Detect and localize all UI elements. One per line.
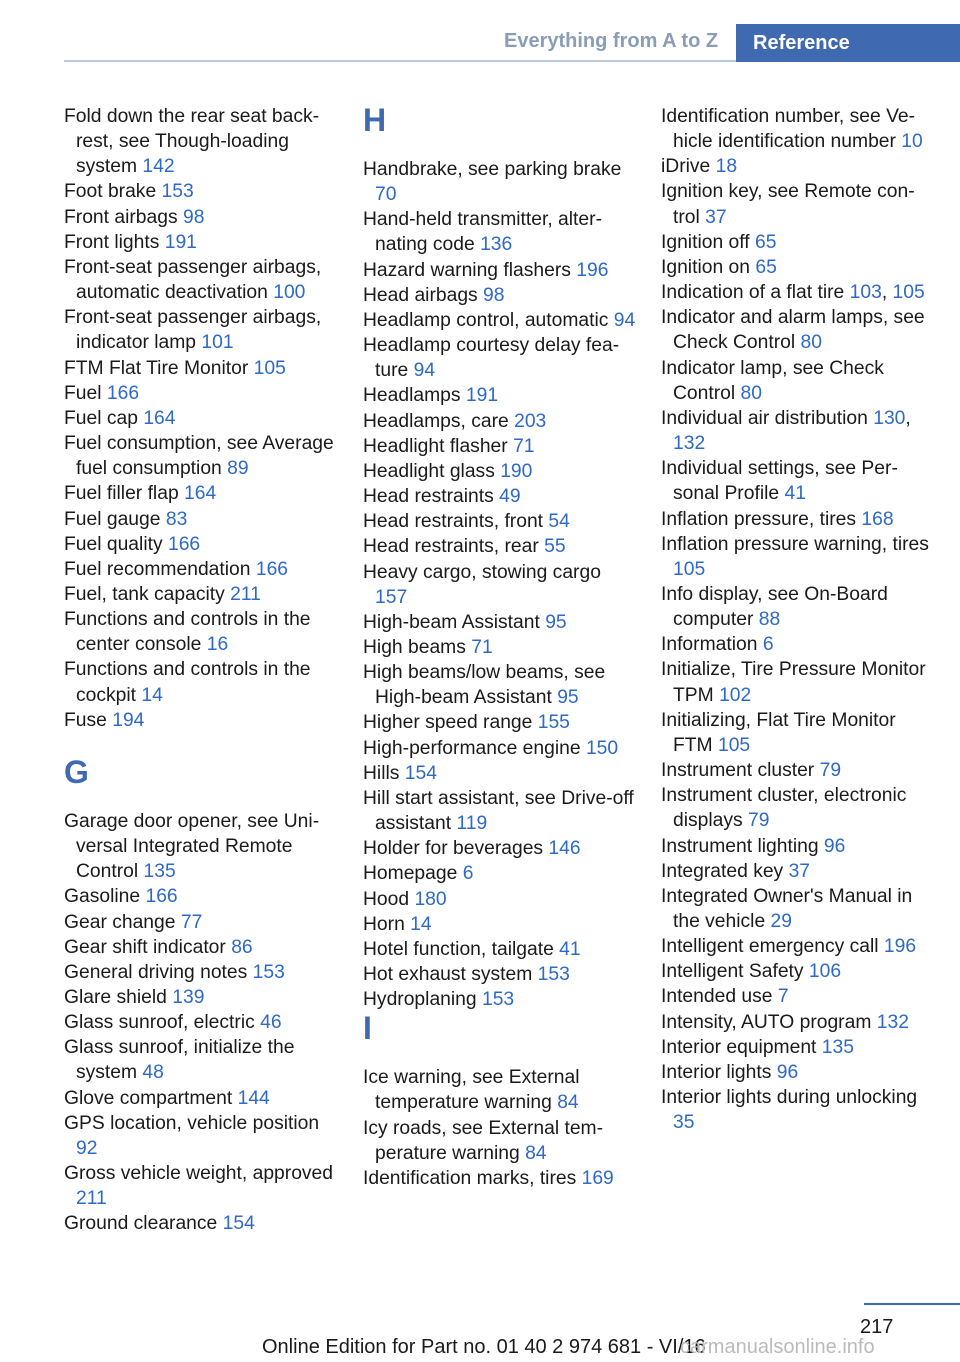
index-entry-term: Identification number, see Vehicle identification number xyxy=(661,106,916,153)
index-entry xyxy=(661,456,933,506)
index-letter-g: G xyxy=(64,753,89,790)
index-entry xyxy=(64,179,338,204)
index-letter-i: I xyxy=(363,1010,372,1047)
page-link[interactable]: 203 xyxy=(514,410,547,432)
index-entry xyxy=(661,1085,933,1135)
page-link[interactable]: 80 xyxy=(740,382,762,404)
index-entry xyxy=(661,255,933,280)
page-link[interactable]: 153 xyxy=(481,989,515,1011)
index-entry xyxy=(363,333,637,383)
index-entry xyxy=(661,305,933,355)
index-entry xyxy=(64,532,338,557)
index-entry xyxy=(661,104,933,154)
index-entry-term: Intensity, AUTO program xyxy=(661,1011,877,1033)
index-entry-term: High beams/low beams, see High-beam Assistant xyxy=(363,662,606,709)
index-entry xyxy=(64,582,338,607)
index-entry-term: Horn xyxy=(363,913,411,935)
page-link[interactable]: 7 xyxy=(777,986,789,1008)
page-link[interactable]: 166 xyxy=(106,382,140,404)
page-link[interactable]: 79 xyxy=(748,810,770,832)
page-link[interactable]: 191 xyxy=(465,385,499,407)
index-entry-term: Glass sunroof, initialize the system xyxy=(64,1037,295,1084)
index-entry-term: Garage door opener, see Universal Integrated Remote Control xyxy=(64,810,320,883)
index-entry xyxy=(64,381,338,406)
page-link[interactable]: 119 xyxy=(456,813,488,835)
index-entry xyxy=(363,434,637,459)
index-entry-term: Indicator and alarm lamps, see Check Control xyxy=(661,307,925,354)
index-entry xyxy=(64,1111,338,1161)
page-link[interactable]: 166 xyxy=(167,533,201,555)
index-entry-term: Hazard warning flashers xyxy=(363,259,577,281)
index-entry-term: Integrated key xyxy=(661,860,789,882)
index-entry-term: Head restraints, rear xyxy=(363,536,545,558)
page-link[interactable]: 135 xyxy=(821,1036,854,1058)
index-entry xyxy=(661,230,933,255)
index-entry-term: Indicator lamp, see Check Control xyxy=(661,357,884,404)
index-entry-term: Headlight glass xyxy=(363,460,501,482)
page-link[interactable]: 37 xyxy=(705,206,727,228)
page-link[interactable]: 153 xyxy=(537,964,570,985)
index-entry-term: Fuel gauge xyxy=(64,508,166,530)
index-entry-term: Individual air distribution xyxy=(661,407,874,429)
index-entry-term: Individual settings, see Personal Profile xyxy=(661,458,898,505)
index-entry-term: Instrument lighting xyxy=(661,835,824,857)
page-link[interactable]: 153 xyxy=(161,181,194,203)
index-entry xyxy=(661,959,933,984)
index-entry-term: Glove compartment xyxy=(64,1087,238,1109)
index-entry xyxy=(661,934,933,959)
index-entry-term: Ignition on xyxy=(661,256,756,278)
index-entry xyxy=(661,884,933,934)
page-number: 217 xyxy=(860,1316,894,1338)
index-entry-term: Identification marks, tires xyxy=(363,1167,582,1189)
section-title: Everything from A to Z xyxy=(504,30,719,52)
index-entry xyxy=(661,179,933,229)
index-entry-term: Information xyxy=(661,634,763,656)
index-entry-term: Head airbags xyxy=(363,284,484,306)
page-link[interactable]: 96 xyxy=(776,1061,799,1083)
index-entry-term: Glare shield xyxy=(64,987,173,1008)
index-entry-term: General driving notes xyxy=(64,961,253,983)
index-entry xyxy=(363,861,637,886)
index-entry xyxy=(363,409,637,434)
page-link[interactable]: 48 xyxy=(142,1062,164,1084)
index-entry-term: Fuse xyxy=(64,709,113,731)
index-entry-term: Handbrake, see parking brake xyxy=(363,159,622,180)
page-link[interactable]: 95 xyxy=(557,687,579,709)
index-entry-term: Indication of a flat tire xyxy=(661,282,850,304)
index-entry xyxy=(661,657,933,707)
index-entry xyxy=(64,935,338,960)
page-link[interactable]: 14 xyxy=(410,913,432,935)
index-entry xyxy=(363,509,637,534)
index-entry xyxy=(363,937,637,962)
index-entry-term: Ignition off xyxy=(661,231,755,253)
index-entry xyxy=(661,1060,933,1085)
index-entry xyxy=(363,786,637,836)
index-entry-term: High-performance engine xyxy=(363,737,586,759)
index-entry-term: Interior equipment xyxy=(661,1036,822,1058)
page-link[interactable]: 35 xyxy=(673,1112,695,1134)
index-entry xyxy=(64,1010,338,1035)
index-entry xyxy=(64,481,338,506)
index-entry xyxy=(64,1086,338,1111)
page-link[interactable]: 89 xyxy=(227,458,249,480)
page-link[interactable]: 84 xyxy=(525,1142,547,1164)
index-entry: Indication of a flat tire 103, 105 xyxy=(661,282,925,304)
index-entry-term: Gasoline xyxy=(64,886,146,908)
page-link[interactable]: 180 xyxy=(414,888,447,910)
page-link[interactable]: 88 xyxy=(758,609,781,631)
page-header xyxy=(0,0,960,64)
index-entry xyxy=(363,987,637,1012)
page-link[interactable]: 211 xyxy=(230,583,261,605)
index-entry-term: Fuel xyxy=(64,382,107,404)
index-entry xyxy=(363,660,637,710)
page-link[interactable]: 144 xyxy=(237,1087,270,1109)
index-entry-term: Gear change xyxy=(64,911,181,933)
page-link[interactable]: 16 xyxy=(206,634,229,656)
page-link[interactable]: 106 xyxy=(808,961,842,983)
index-entry xyxy=(661,758,933,783)
page-link[interactable]: 94 xyxy=(613,309,636,331)
page-link[interactable]: 29 xyxy=(770,911,792,932)
index-entry-term: Ice warning, see External temperature warning xyxy=(363,1067,580,1114)
index-entry xyxy=(661,1010,933,1035)
page-link[interactable]: 164 xyxy=(143,407,176,429)
page-link[interactable]: 10 xyxy=(901,131,923,153)
page-link[interactable]: 105 xyxy=(673,558,706,580)
index-entry xyxy=(64,985,338,1010)
index-entry xyxy=(661,1035,933,1060)
index-entry-term: Hand-held transmitter, alternating code xyxy=(363,209,602,256)
index-entry xyxy=(661,356,933,406)
index-entry xyxy=(363,1065,637,1115)
index-entry xyxy=(363,383,637,408)
index-entry-term: Foot brake xyxy=(64,181,162,203)
index-entry xyxy=(363,710,637,735)
index-entry-term: Head restraints, front xyxy=(363,511,549,533)
index-entry-term: Fuel consumption, see Average fuel consumption xyxy=(64,433,334,480)
page-link[interactable]: 86 xyxy=(231,936,253,958)
index-entry-term: Fuel cap xyxy=(64,407,144,429)
index-entry xyxy=(64,657,338,707)
page-link[interactable]: 150 xyxy=(585,737,619,759)
index-entry xyxy=(64,104,338,179)
index-entry xyxy=(363,283,637,308)
index-entry-term: Initializing, Flat Tire Monitor FTM xyxy=(661,709,896,756)
page-link[interactable]: 196 xyxy=(883,936,917,958)
index-entry-term: Ignition key, see Remote control xyxy=(661,181,915,228)
index-entry xyxy=(64,406,338,431)
page-link[interactable]: 169 xyxy=(581,1167,614,1189)
page-link[interactable]: 98 xyxy=(483,284,505,306)
page-link[interactable]: 70 xyxy=(375,184,397,206)
index-entry xyxy=(64,1035,338,1085)
index-entry xyxy=(64,431,338,481)
page-link[interactable]: 65 xyxy=(754,231,777,253)
index-entry xyxy=(363,534,637,559)
edition-note: Online Edition for Part no. 01 40 2 974 681 - VI/16 xyxy=(262,1336,706,1358)
index-entry-term: Front-seat passenger airbags, indicator lamp xyxy=(64,307,322,354)
index-entry xyxy=(64,1211,338,1236)
page-link[interactable]: 105 xyxy=(717,734,751,756)
index-entry xyxy=(661,507,933,532)
page-link[interactable]: 100 xyxy=(273,282,306,304)
index-entry xyxy=(363,258,637,283)
index-entry xyxy=(661,783,933,833)
page-link[interactable]: 6 xyxy=(462,863,474,885)
page-link[interactable]: 139 xyxy=(172,987,205,1008)
index-entry-term: Intended use xyxy=(661,986,778,1008)
page-link[interactable]: 95 xyxy=(545,611,567,633)
index-entry xyxy=(661,532,933,582)
index-entry xyxy=(64,230,338,255)
page-link[interactable]: 94 xyxy=(413,360,436,382)
index-entry xyxy=(363,1116,637,1166)
page-link[interactable]: 132 xyxy=(673,433,706,455)
index-entry-term: Front lights xyxy=(64,231,165,253)
page-link[interactable]: 46 xyxy=(260,1012,282,1034)
index-entry xyxy=(363,761,637,786)
page-link[interactable]: 142 xyxy=(142,156,175,178)
page-link[interactable]: 135 xyxy=(143,861,176,883)
index-entry-term: High-beam Assistant xyxy=(363,611,546,633)
page-link[interactable]: 191 xyxy=(164,231,197,253)
index-entry-term: Icy roads, see External temperature warning xyxy=(363,1117,604,1164)
page-link[interactable]: 190 xyxy=(500,460,533,482)
index-entry-term: Functions and controls in the cockpit xyxy=(64,659,311,706)
index-entry xyxy=(64,960,338,985)
index-entry-term: Inflation pressure warning, tires xyxy=(661,533,929,555)
page-link[interactable]: 84 xyxy=(557,1092,579,1114)
index-entry xyxy=(363,887,637,912)
page-link[interactable]: 130 xyxy=(873,407,906,429)
index-entry-term: Initialize, Tire Pressure Monitor TPM xyxy=(661,659,926,706)
index-entry-term: Ground clearance xyxy=(64,1213,223,1235)
index-entry xyxy=(363,484,637,509)
index-entry-term: Fuel filler flap xyxy=(64,483,185,505)
index-entry-term: Heavy cargo, stowing cargo xyxy=(363,561,601,583)
index-entry xyxy=(363,459,637,484)
index-entry xyxy=(64,607,338,657)
index-entry xyxy=(363,836,637,861)
index-entry-term: Info display, see On-Board computer xyxy=(661,583,888,631)
index-entry xyxy=(64,356,338,381)
page-link[interactable]: 136 xyxy=(480,234,513,256)
index-entry xyxy=(661,154,933,179)
index-entry xyxy=(661,582,933,632)
index-entry-term: Interior lights during unlocking xyxy=(661,1087,918,1109)
index-entry xyxy=(64,910,338,935)
page-link[interactable]: 14 xyxy=(141,684,163,706)
index-entry xyxy=(363,912,637,937)
index-entry: Individual air distribution 130, 132 xyxy=(661,407,911,455)
page-link[interactable]: 105 xyxy=(892,282,925,304)
page-link[interactable]: 146 xyxy=(548,838,581,860)
page-link[interactable]: 54 xyxy=(548,511,570,533)
page-link[interactable]: 71 xyxy=(471,636,493,658)
index-entry-term: Holder for beverages xyxy=(363,838,549,860)
index-entry-term: Integrated Owner's Manual in the vehicle xyxy=(661,885,913,932)
page-link[interactable]: 105 xyxy=(253,357,286,379)
page-link[interactable]: 166 xyxy=(145,886,178,908)
index-entry xyxy=(64,255,338,305)
index-entry-term: Front-seat passenger airbags, automatic deactivation xyxy=(64,256,322,304)
chapter-tab: Reference xyxy=(736,24,960,62)
index-entry-term: FTM Flat Tire Monitor xyxy=(64,357,254,379)
index-entry-term: Homepage xyxy=(363,863,463,885)
page-link[interactable]: 153 xyxy=(252,961,285,983)
page-link[interactable]: 18 xyxy=(715,156,738,178)
page-link[interactable]: 55 xyxy=(544,536,566,558)
page-link[interactable]: 154 xyxy=(404,762,437,784)
page-link[interactable]: 164 xyxy=(184,483,217,505)
index-entry xyxy=(64,884,338,909)
index-entry xyxy=(64,507,338,532)
index-entry-term: Front airbags xyxy=(64,206,183,228)
page-link[interactable]: 96 xyxy=(823,835,846,857)
page-link[interactable]: 194 xyxy=(112,709,145,731)
page-link[interactable]: 71 xyxy=(513,435,535,457)
page-link[interactable]: 166 xyxy=(255,558,289,580)
page-link[interactable]: 92 xyxy=(76,1137,98,1159)
index-entry-term: Hydroplaning xyxy=(363,989,482,1011)
index-column-1 xyxy=(64,104,338,1237)
index-entry-term: Functions and controls in the center console xyxy=(64,609,311,656)
index-entry-term: Headlamp control, automatic xyxy=(363,309,614,331)
index-entry xyxy=(363,1166,637,1191)
page-link[interactable]: 168 xyxy=(861,508,894,530)
page-link[interactable]: 211 xyxy=(76,1188,107,1210)
page-link[interactable]: 154 xyxy=(222,1213,255,1235)
index-entry-term: Hill start assistant, see Drive-off assistant xyxy=(363,787,634,835)
index-entry-term: Inflation pressure, tires xyxy=(661,508,862,530)
index-entry-term: Headlamps, care xyxy=(363,410,515,432)
page-link[interactable]: 196 xyxy=(576,259,609,281)
page-link[interactable]: 65 xyxy=(755,256,777,278)
index-entry-term: Instrument cluster xyxy=(661,760,820,782)
index-entry-term: Headlamp courtesy delay feature xyxy=(363,335,620,382)
index-entry xyxy=(64,205,338,230)
index-entry xyxy=(661,632,933,657)
index-entry xyxy=(64,305,338,355)
index-entry-term: GPS location, vehicle position xyxy=(64,1112,320,1134)
page-link[interactable]: 80 xyxy=(800,332,822,354)
index-entry xyxy=(64,708,338,733)
index-entry-term: Gross vehicle weight, approved xyxy=(64,1163,334,1185)
index-entry-term: High beams xyxy=(363,636,472,658)
index-entry-term: Intelligent Safety xyxy=(661,961,809,983)
index-letter-h: H xyxy=(363,102,387,138)
index-column-2 xyxy=(363,104,637,1191)
index-entry-term: Glass sunroof, electric xyxy=(64,1012,261,1034)
index-entry-term: Instrument cluster, electronic displays xyxy=(661,785,907,832)
index-entry-term: Interior lights xyxy=(661,1061,777,1083)
index-entry xyxy=(661,834,933,859)
index-entry xyxy=(363,736,637,761)
page-link[interactable]: 102 xyxy=(719,684,752,706)
index-entry-term: Hot exhaust system xyxy=(363,964,538,985)
index-entry xyxy=(363,560,637,610)
page-link[interactable]: 157 xyxy=(375,586,408,608)
page-link[interactable]: 155 xyxy=(537,712,570,734)
index-entry xyxy=(363,157,637,207)
watermark: carmanualsonline.info xyxy=(680,1336,875,1358)
index-entry xyxy=(661,984,933,1009)
index-entry-term: Hood xyxy=(363,888,415,910)
page-link[interactable]: 6 xyxy=(762,634,774,656)
index-entry-term: Hills xyxy=(363,762,405,784)
index-entry xyxy=(363,962,637,987)
index-entry-term: Intelligent emergency call xyxy=(661,936,884,958)
page-link[interactable]: 49 xyxy=(499,486,521,508)
footer-rule xyxy=(864,1303,960,1305)
index-entry xyxy=(661,859,933,884)
index-entry xyxy=(661,708,933,758)
index-entry-term: Headlight flasher xyxy=(363,435,514,457)
index-entry-term: Fuel quality xyxy=(64,533,168,555)
index-entry xyxy=(363,635,637,660)
index-entry-term: Higher speed range xyxy=(363,712,538,734)
index-entry xyxy=(64,557,338,582)
index-entry-term: Gear shift indicator xyxy=(64,936,232,958)
index-entry xyxy=(64,1161,338,1211)
index-entry-term: Fuel recommendation xyxy=(64,558,256,580)
index-column-3 xyxy=(661,104,933,1135)
page-link[interactable]: 132 xyxy=(876,1011,909,1033)
page-link[interactable]: 41 xyxy=(559,938,581,960)
index-entry-term: Hotel function, tailgate xyxy=(363,938,560,960)
index-entry-term: Headlamps xyxy=(363,385,466,407)
index-entry-term: Head restraints xyxy=(363,486,500,508)
index-entry-term: iDrive xyxy=(661,156,716,178)
page-link[interactable]: 77 xyxy=(180,911,203,933)
index-entry xyxy=(363,207,637,257)
index-entry xyxy=(363,308,637,333)
page-link[interactable]: 101 xyxy=(201,332,234,354)
index-entry-term: Fuel, tank capacity xyxy=(64,583,231,605)
index-entry xyxy=(363,610,637,635)
page-link[interactable]: 37 xyxy=(788,860,811,882)
index-entry xyxy=(64,809,338,884)
index-entry-term: Fold down the rear seat backrest, see Though-loading system xyxy=(64,106,320,178)
page-link[interactable]: 83 xyxy=(165,508,188,530)
page-link[interactable]: 79 xyxy=(819,760,842,782)
page-link[interactable]: 41 xyxy=(784,483,806,505)
page-link[interactable]: 98 xyxy=(182,206,205,228)
page-link[interactable]: 103 xyxy=(849,282,882,304)
